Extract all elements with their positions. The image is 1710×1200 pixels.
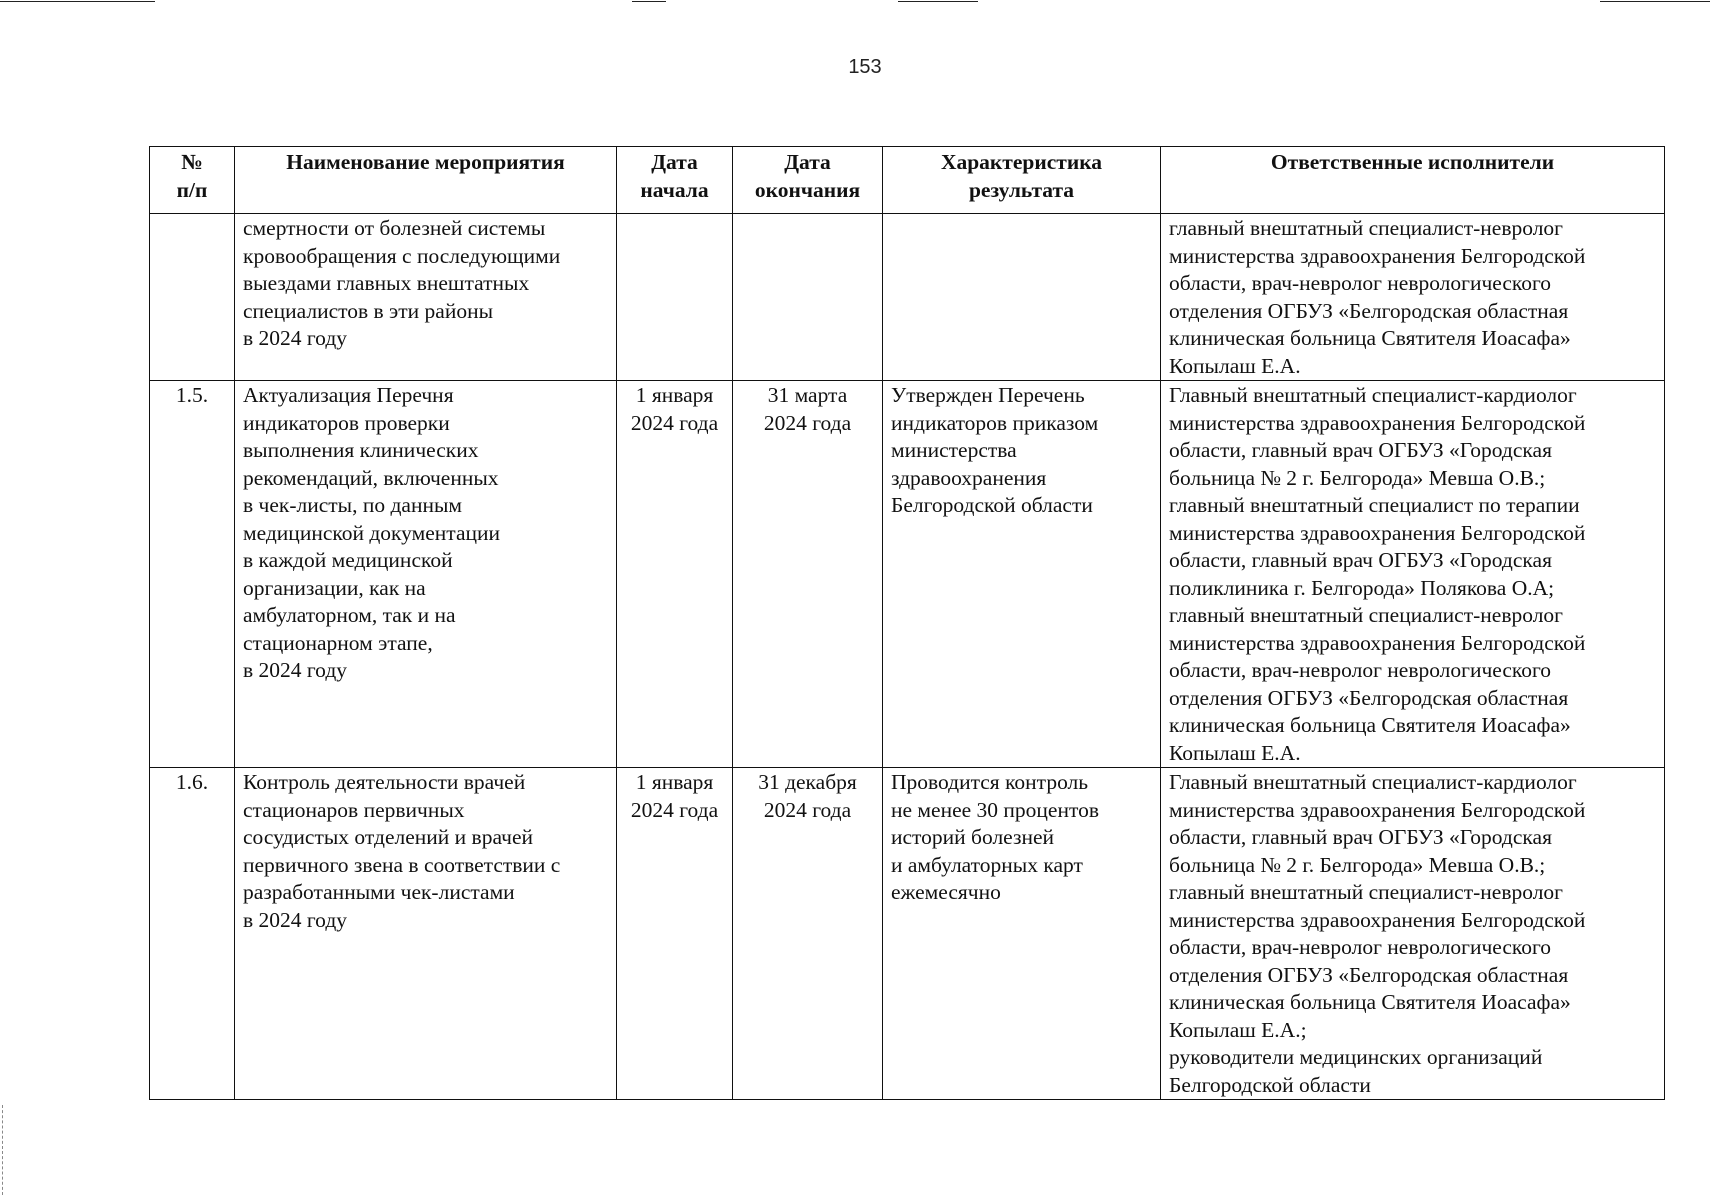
table-header-row (150, 147, 1665, 214)
page-number: 153 (848, 56, 882, 78)
text-line: медицинской документации (243, 520, 501, 545)
text-line: области, врач-невролог неврологического (1169, 935, 1552, 959)
text-line: главный внештатный специалист-невролог (1169, 603, 1563, 627)
cell-start-date (617, 214, 733, 381)
text-line: Белгородской области (891, 493, 1093, 517)
text-line: кровообращения с последующими (243, 243, 561, 268)
text-line: министерства здравоохранения Белгородской (1169, 410, 1586, 435)
text-line: руководители медицинских организаций (1169, 1045, 1543, 1069)
text-line: в 2024 году (243, 658, 348, 682)
text-line: смертности от болезней системы (243, 216, 546, 240)
cell-start-date (617, 768, 733, 1100)
text-line: Проводится контроль (891, 770, 1089, 794)
text-line: 1.6. (175, 770, 209, 794)
text-line: в 2024 году (243, 326, 348, 350)
text-line: области, врач-невролог неврологического (1169, 271, 1552, 295)
text-line: Главный внештатный специалист-кардиолог (1169, 770, 1577, 794)
text-line: главный внештатный специалист-невролог (1169, 216, 1563, 240)
activity-plan-table (149, 146, 1665, 1100)
cell-number (150, 768, 235, 1100)
text-line: и амбулаторных карт (891, 852, 1083, 877)
text-line: Главный внештатный специалист-кардиолог (1169, 383, 1577, 407)
table-row (150, 768, 1665, 1100)
header-number (150, 147, 235, 214)
text-line: 1 января (635, 383, 714, 407)
text-line: стационаров первичных (243, 797, 465, 822)
text-line: индикаторов проверки (243, 410, 450, 435)
text-line: индикаторов приказом (891, 410, 1099, 435)
header-line: Дата (784, 150, 831, 174)
text-line: Белгородской области (1169, 1072, 1371, 1097)
text-line: разработанными чек-листами (243, 880, 515, 904)
header-line: Наименование мероприятия (286, 150, 565, 174)
cell-end-date (733, 381, 883, 768)
header-line: № (181, 150, 203, 174)
header-responsible (1161, 147, 1665, 214)
text-line: министерства (891, 438, 1017, 462)
text-line: Копылаш Е.А. (1169, 353, 1301, 378)
text-line: Утвержден Перечень (891, 383, 1085, 407)
text-line: отделения ОГБУЗ «Белгородская областная (1169, 298, 1569, 323)
cell-result (883, 214, 1161, 381)
cell-activity-name (235, 381, 617, 768)
header-result (883, 147, 1161, 214)
text-line: первичного звена в соответствии с (243, 852, 561, 877)
text-line: стационарном этапе, (243, 630, 433, 655)
header-activity-name (235, 147, 617, 214)
cell-responsible (1161, 381, 1665, 768)
text-line: рекомендаций, включенных (243, 465, 499, 490)
cell-result (883, 768, 1161, 1100)
text-line: сосудистых отделений и врачей (243, 825, 533, 849)
scan-edge-line (0, 1, 155, 2)
text-line: министерства здравоохранения Белгородской (1169, 630, 1586, 655)
text-line: 1.5. (175, 383, 209, 407)
table-row (150, 381, 1665, 768)
text-line: 2024 года (763, 797, 852, 822)
text-line: в 2024 году (243, 907, 348, 932)
cell-start-date (617, 381, 733, 768)
text-line: области, главный врач ОГБУЗ «Городская (1169, 548, 1552, 572)
text-line: клиническая больница Святителя Иоасафа» (1169, 326, 1571, 350)
header-line: начала (640, 177, 709, 202)
text-line: главный внештатный специалист по терапии (1169, 493, 1580, 517)
text-line: выездами главных внештатных (243, 271, 530, 295)
header-line: Характеристика (940, 150, 1103, 174)
text-line: выполнения клинических (243, 438, 479, 462)
text-line: 1 января (635, 770, 714, 794)
text-line: главный внештатный специалист-невролог (1169, 880, 1563, 904)
cell-number (150, 381, 235, 768)
text-line: 2024 года (630, 410, 719, 435)
cell-number (150, 214, 235, 381)
cell-responsible (1161, 768, 1665, 1100)
scan-edge-line (1600, 1, 1710, 2)
text-line: клиническая больница Святителя Иоасафа» (1169, 713, 1571, 737)
text-line: министерства здравоохранения Белгородской (1169, 797, 1586, 822)
header-line: Ответственные исполнители (1270, 150, 1555, 174)
text-line: Копылаш Е.А.; (1169, 1017, 1307, 1042)
text-line: области, врач-невролог неврологического (1169, 658, 1552, 682)
scan-edge-mark (2, 1105, 4, 1195)
header-line: результата (968, 177, 1075, 202)
cell-activity-name (235, 214, 617, 381)
text-line: Актуализация Перечня (243, 383, 454, 407)
text-line: Контроль деятельности врачей (243, 770, 526, 794)
cell-activity-name (235, 768, 617, 1100)
text-line: не менее 30 процентов (891, 797, 1099, 822)
text-line: 2024 года (630, 797, 719, 822)
text-line: области, главный врач ОГБУЗ «Городская (1169, 438, 1552, 462)
scan-edge-line (898, 1, 978, 2)
text-line: специалистов в эти районы (243, 298, 494, 323)
header-start-date (617, 147, 733, 214)
text-line: в каждой медицинской (243, 548, 453, 572)
header-end-date (733, 147, 883, 214)
text-line: министерства здравоохранения Белгородской (1169, 907, 1586, 932)
text-line: клиническая больница Святителя Иоасафа» (1169, 990, 1571, 1014)
cell-end-date (733, 214, 883, 381)
text-line: в чек-листы, по данным (243, 493, 463, 517)
header-line: Дата (651, 150, 698, 174)
text-line: больница № 2 г. Белгорода» Мевша О.В.; (1169, 852, 1546, 877)
header-line: п/п (176, 177, 208, 202)
text-line: области, главный врач ОГБУЗ «Городская (1169, 825, 1552, 849)
table-row (150, 214, 1665, 381)
text-line: 31 декабря (758, 770, 857, 794)
header-line: окончания (754, 177, 861, 202)
text-line: 2024 года (763, 410, 852, 435)
table-body (150, 214, 1665, 1100)
text-line: поликлиника г. Белгорода» Полякова О.А; (1169, 575, 1555, 600)
text-line: ежемесячно (891, 880, 1001, 904)
cell-end-date (733, 768, 883, 1100)
text-line: 31 марта (767, 383, 848, 407)
text-line: отделения ОГБУЗ «Белгородская областная (1169, 685, 1569, 710)
text-line: амбулаторном, так и на (243, 603, 456, 627)
text-line: Копылаш Е.А. (1169, 740, 1301, 765)
text-line: здравоохранения (891, 465, 1047, 490)
text-line: больница № 2 г. Белгорода» Мевша О.В.; (1169, 465, 1546, 490)
scan-edge-line (632, 1, 666, 2)
text-line: отделения ОГБУЗ «Белгородская областная (1169, 962, 1569, 987)
cell-result (883, 381, 1161, 768)
text-line: министерства здравоохранения Белгородской (1169, 520, 1586, 545)
text-line: организации, как на (243, 575, 426, 600)
cell-responsible (1161, 214, 1665, 381)
text-line: историй болезней (891, 825, 1055, 849)
text-line: министерства здравоохранения Белгородской (1169, 243, 1586, 268)
